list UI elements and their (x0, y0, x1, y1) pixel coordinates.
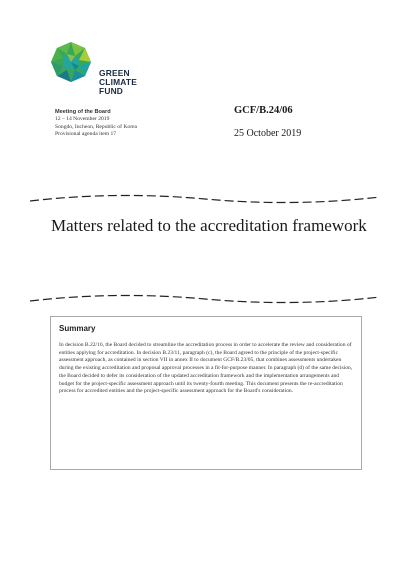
summary-box (50, 316, 362, 470)
logo-line-climate: CLIMATE (99, 77, 137, 87)
meeting-location: Songdo, Incheon, Republic of Korea (55, 123, 138, 130)
page-title: Matters related to the accreditation framework (51, 216, 367, 235)
globe-icon (49, 40, 93, 84)
top-divider (30, 192, 380, 206)
agenda-item: Provisional agenda item 17 (55, 131, 117, 138)
logo-line-fund: FUND (99, 86, 124, 96)
gcf-logo (49, 40, 169, 100)
logo-wordmark (99, 69, 137, 96)
bottom-divider (30, 292, 380, 306)
meeting-title: Meeting of the Board (55, 109, 111, 115)
meeting-dates: 12 – 14 November 2019 (55, 116, 110, 123)
summary-heading: Summary (59, 324, 96, 333)
logo-line-green: GREEN (99, 68, 130, 78)
document-number: GCF/B.24/06 (234, 105, 293, 116)
summary-text: In decision B.22/16, the Board decided to streamline the accreditation process in order to accelerate the review and consideration of entities applying for accreditation. In decision B.23/11, paragraph (c), the Board agreed to the principle of the project-specific assessment approach, as contained in section VII in annex II to document GCF/B.23/05, that combines assessments undertaken during the existing accreditation and proposal approval processes in a fit-for-purpose manner. In paragraph (d) of the same decision, the Board decided to defer its consideration of the updated accreditation framework and the implementation arrangements and budget for the project-specific assessment approach until its twenty-fourth meeting. This document presents the re-accreditation process for accredited entities and the project-specific assessment approach for the Board's consideration. (59, 342, 353, 395)
meeting-info (55, 109, 137, 139)
document-date: 25 October 2019 (234, 128, 302, 139)
